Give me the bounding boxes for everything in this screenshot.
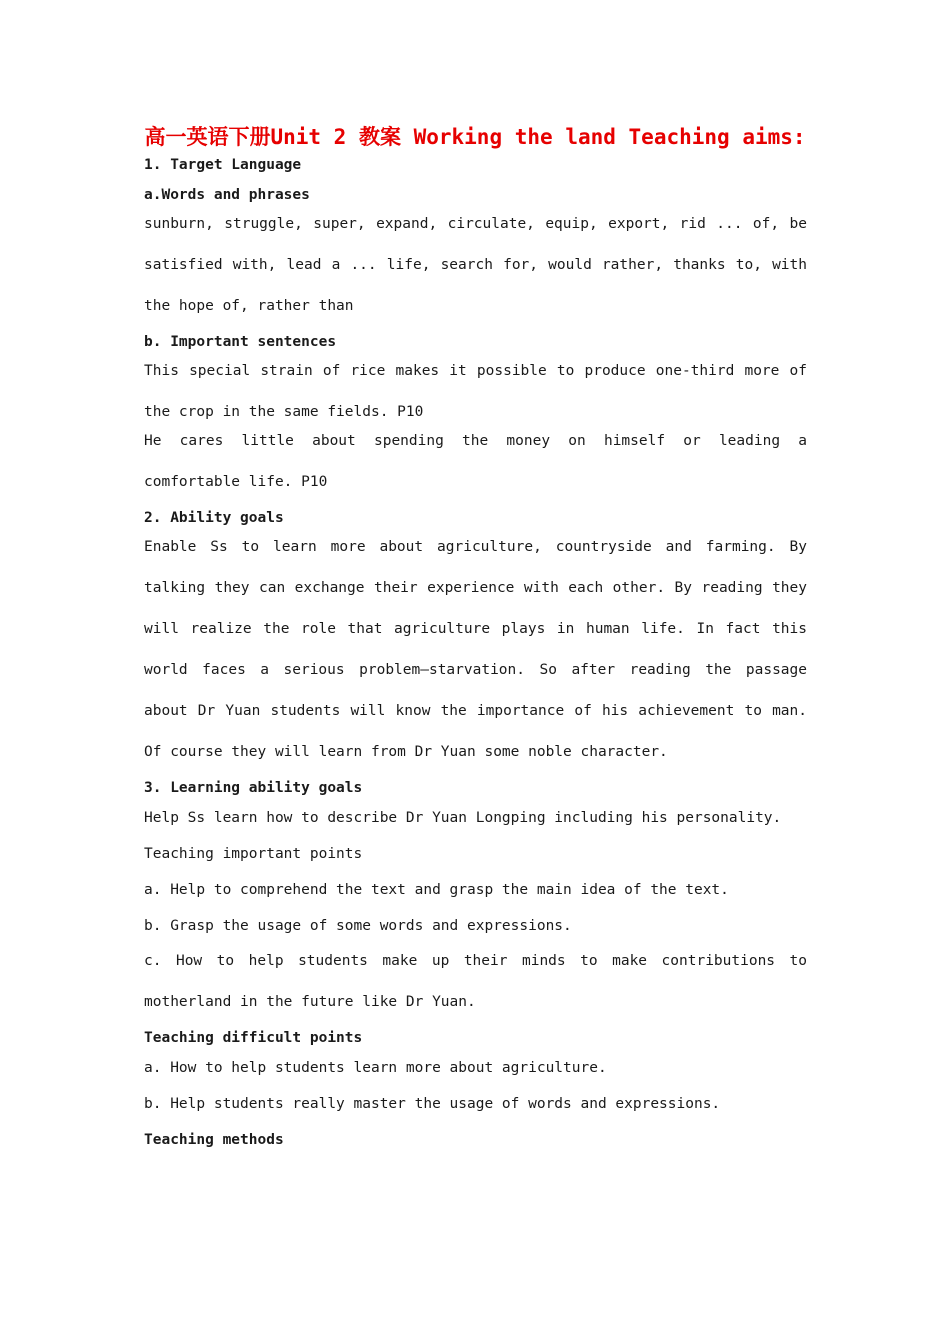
important-sentence-1: This special strain of rice makes it possible to produce one-third more of the crop in the same fields. P10 <box>144 363 807 420</box>
learning-ability-goals-text: Help Ss learn how to describe Dr Yuan Longping including his personality. <box>144 810 782 826</box>
subheading-words-and-phrases: a.Words and phrases <box>144 187 310 203</box>
section-heading-ability-goals: 2. Ability goals <box>144 510 284 526</box>
important-point-c: c. How to help students make up their minds to make contributions to motherland in the future like Dr Yuan. <box>144 953 807 1010</box>
section-heading-target-language: 1. Target Language <box>144 157 302 173</box>
important-sentence-2: He cares little about spending the money on himself or leading a comfortable life. P10 <box>144 433 807 490</box>
document-title: 高一英语下册Unit 2 教案 Working the land Teaching aims: <box>144 125 806 149</box>
important-points-heading: Teaching important points <box>144 846 363 862</box>
document-body <box>144 150 807 1161</box>
ability-goals-text: Enable Ss to learn more about agriculture, countryside and farming. By talking they can exchange their experience with each other. By reading they will realize the role that agriculture plays in human life. In fact this world faces a serious problem—starvation. So after reading the passage about Dr Yuan students will know the importance of his achievement to man. Of course they will learn from Dr Yuan some noble character. <box>144 539 807 760</box>
difficult-point-a: a. How to help students learn more about agriculture. <box>144 1060 607 1076</box>
teaching-methods-heading: Teaching methods <box>144 1132 284 1148</box>
important-point-b: b. Grasp the usage of some words and expressions. <box>144 918 572 934</box>
difficult-point-b: b. Help students really master the usage of words and expressions. <box>144 1096 721 1112</box>
words-and-phrases-text: sunburn, struggle, super, expand, circulate, equip, export, rid ... of, be satisfied with, lead a ... life, search for, would rather, thanks to, with the hope of, rather than <box>144 216 807 314</box>
difficult-points-heading: Teaching difficult points <box>144 1030 363 1046</box>
section-heading-learning-ability-goals: 3. Learning ability goals <box>144 780 363 796</box>
important-point-a: a. Help to comprehend the text and grasp the main idea of the text. <box>144 882 729 898</box>
subheading-important-sentences: b. Important sentences <box>144 334 337 350</box>
